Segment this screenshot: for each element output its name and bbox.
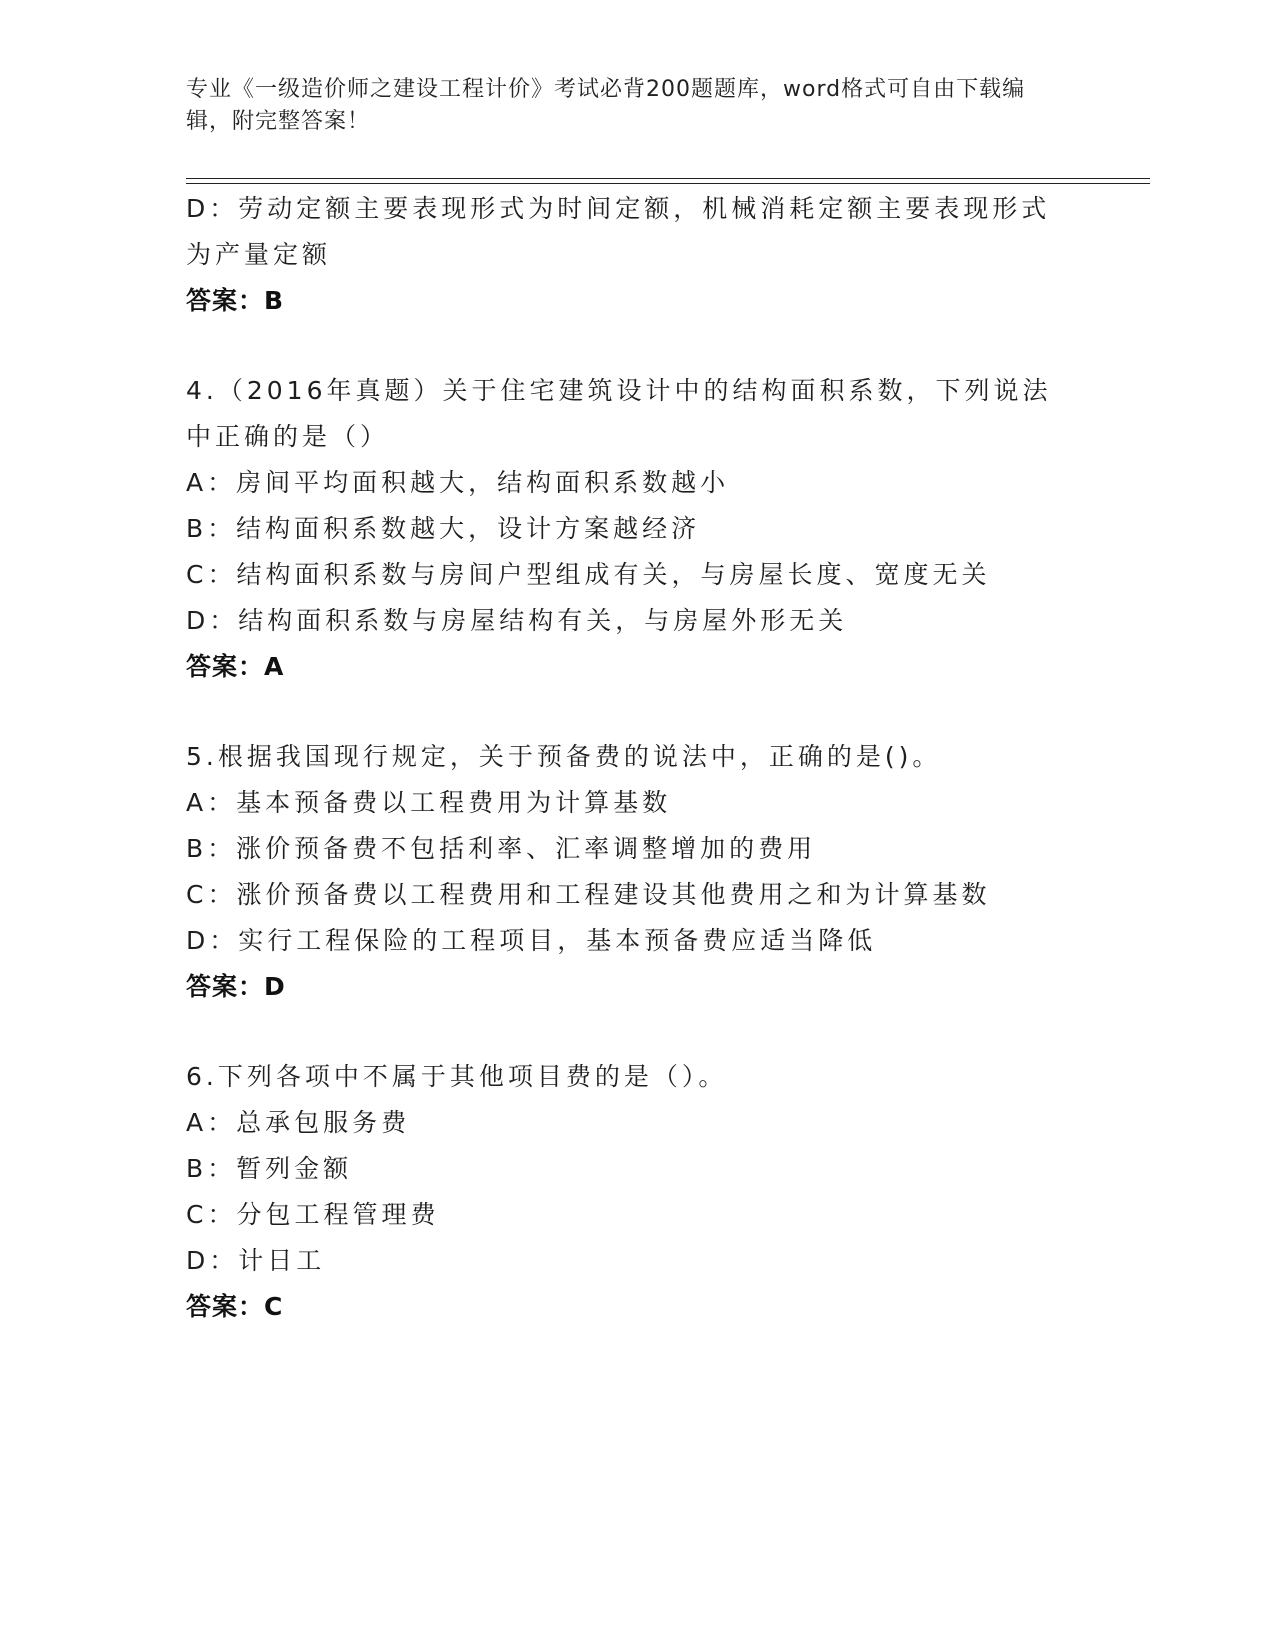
question-3-tail bbox=[186, 186, 1086, 324]
option-b: B：涨价预备费不包括利率、汇率调整增加的费用 bbox=[186, 834, 817, 863]
header-divider-top bbox=[186, 178, 1150, 179]
question-5 bbox=[186, 734, 1086, 1010]
answer: 答案：A bbox=[186, 652, 285, 681]
option-d: D：劳动定额主要表现形式为时间定额，机械消耗定额主要表现形式为产量定额 bbox=[186, 194, 1051, 269]
answer: 答案：B bbox=[186, 286, 285, 315]
option-b: B：结构面积系数越大，设计方案越经济 bbox=[186, 514, 701, 543]
option-a: A：基本预备费以工程费用为计算基数 bbox=[186, 788, 672, 817]
question-6 bbox=[186, 1054, 1086, 1330]
question-4 bbox=[186, 368, 1086, 690]
question-stem: 5.根据我国现行规定，关于预备费的说法中，正确的是()。 bbox=[186, 742, 942, 771]
option-d: D：结构面积系数与房屋结构有关，与房屋外形无关 bbox=[186, 606, 848, 635]
option-c: C：结构面积系数与房间户型组成有关，与房屋长度、宽度无关 bbox=[186, 560, 991, 589]
option-d: D：实行工程保险的工程项目，基本预备费应适当降低 bbox=[186, 926, 877, 955]
option-c: C：涨价预备费以工程费用和工程建设其他费用之和为计算基数 bbox=[186, 880, 991, 909]
answer: 答案：C bbox=[186, 1292, 284, 1321]
header-divider-bottom bbox=[186, 183, 1150, 184]
option-b: B：暂列金额 bbox=[186, 1154, 353, 1183]
document-header: 专业《一级造价师之建设工程计价》考试必背200题题库，word格式可自由下载编辑，附完整答案！ bbox=[186, 77, 1026, 134]
option-a: A：房间平均面积越大，结构面积系数越小 bbox=[186, 468, 730, 497]
option-c: C：分包工程管理费 bbox=[186, 1200, 440, 1229]
option-d: D：计日工 bbox=[186, 1246, 326, 1275]
document-body bbox=[186, 186, 1086, 1330]
question-stem: 4.（2016年真题）关于住宅建筑设计中的结构面积系数，下列说法中正确的是（） bbox=[186, 376, 1052, 451]
question-stem: 6.下列各项中不属于其他项目费的是（）。 bbox=[186, 1062, 728, 1091]
answer: 答案：D bbox=[186, 972, 286, 1001]
option-a: A：总承包服务费 bbox=[186, 1108, 411, 1137]
